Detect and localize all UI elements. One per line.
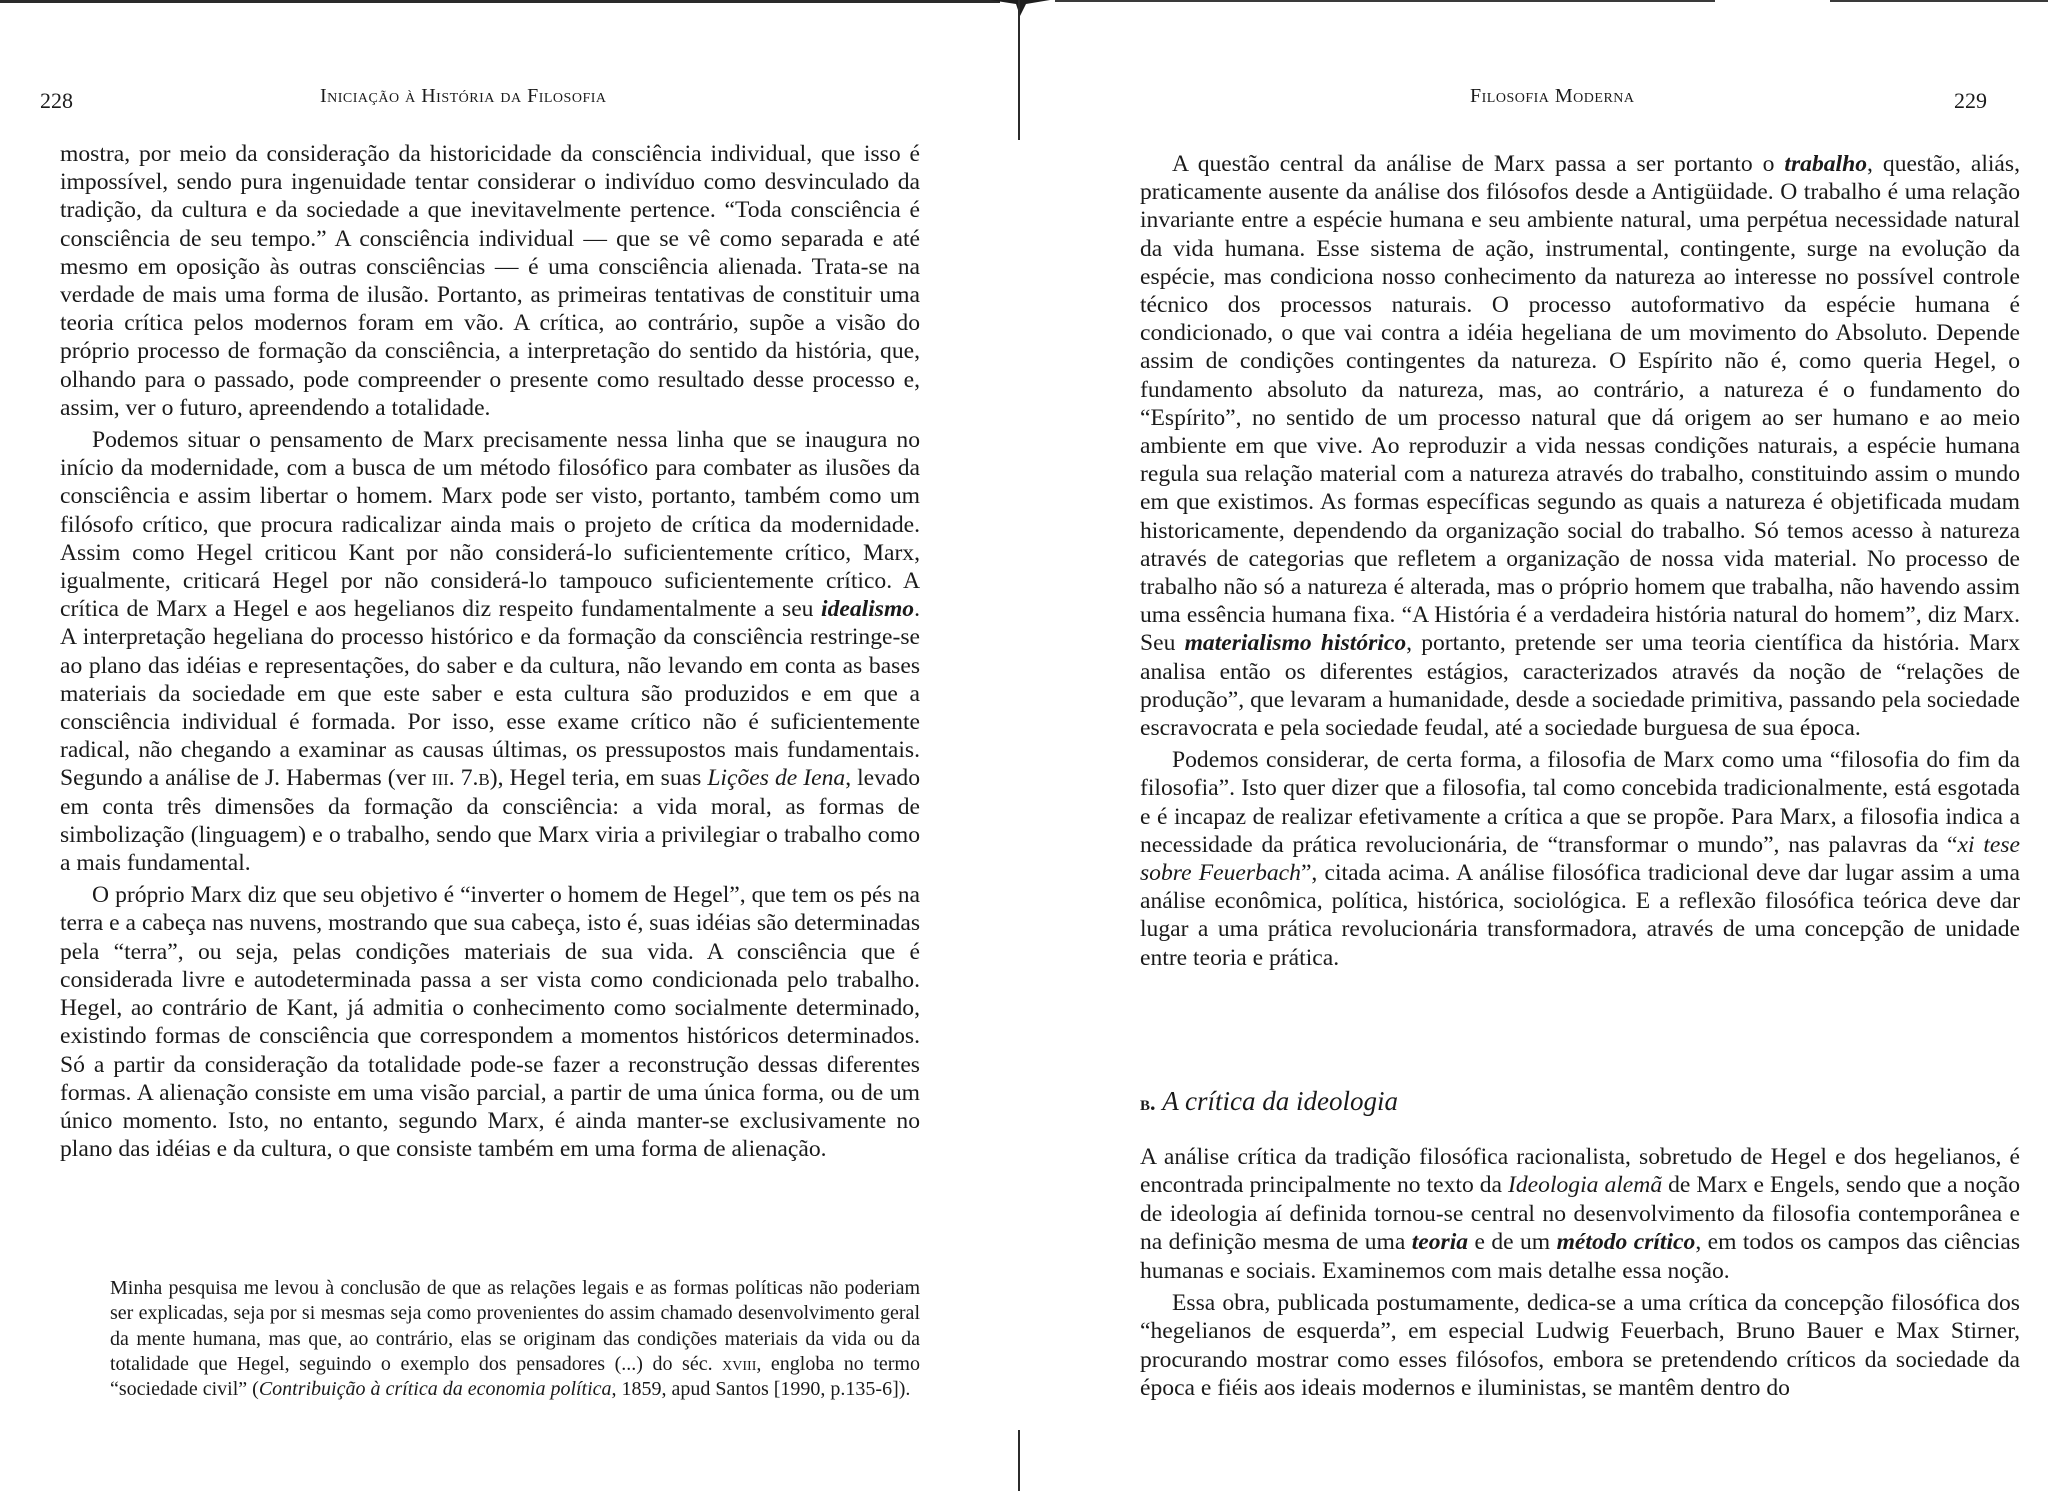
running-head-left: Iniciação à História da Filosofia (320, 85, 607, 107)
emphasis-idealismo: idealismo (821, 596, 915, 623)
section-heading (1140, 1086, 1398, 1117)
emphasis-trabalho: trabalho (1784, 151, 1868, 177)
emphasis-metodo-critico: método crítico (1556, 1229, 1696, 1256)
left-paragraph-2: Podemos situar o pensamento de Marx precisamente nessa linha que se inaugura no início da modernidade, com a busca de um método filosófico para combater as ilusões da consciência e assim libertar o homem. Marx pode ser visto, portanto, também como um filósofo crítico, que procura radicalizar ainda mais o projeto de crítica da modernidade. Assim como Hegel criticou Kant por não considerá-lo suficientemente crítico, Marx, igualmente, criticará Hegel por não considerá-lo tampouco suficientemente crítico. A crítica de Marx a Hegel e aos hegelianos diz respeito fundamentalmente a seu idealismo. A interpretação hegeliana do processo histórico e da formação da consciência restringe-se ao plano das idéias e representações, do saber e da cultura, não levando em conta as bases materiais da sociedade em que este saber e esta cultura são produzidos e em que a consciência individual é formada. Por isso, esse exame crítico não é suficientemente radical, não chegando a examinar as causas últimas, os pressupostos mais fundamentais. Segundo a análise de J. Habermas (ver iii. 7.b), Hegel teria, em suas Lições de Iena, levado em conta três dimensões da formação da consciência: a vida moral, as formas de simbolização (linguagem) e o trabalho, sendo que Marx viria a privilegiar o trabalho como a mais fundamental. (60, 427, 921, 877)
section-title: A crítica da ideologia (1162, 1086, 1398, 1116)
left-paragraph-1: mostra, por meio da consideração da historicidade da consciência individual, que isso é impossível, sendo pura ingenuidade tentar considerar o indivíduo como desvinculado da tradição, da cultura e da sociedade a que inevitavelmente pertence. “Toda consciência é consciência de seu tempo.” A consciência individual — que se vê como separada e até mesmo em oposição às outras consciências — é uma consciência alienada. Trata-se na verdade de mais uma forma de ilusão. Portanto, as primeiras tentativas de constituir uma teoria crítica pelos modernos foram em vão. A crítica, ao contrário, supõe a visão do próprio processo de formação da consciência, a interpretação do sentido da história, que, olhando para o passado, pode compreender o presente como resultado desse processo e, assim, ver o futuro, apreendendo a totalidade. (60, 141, 920, 421)
section-letter: b. (1140, 1090, 1156, 1115)
gutter-line-top (1018, 0, 1020, 140)
title-licoes-de-iena: Lições de Iena (707, 765, 846, 792)
section-body-text (1140, 1143, 2020, 1403)
emphasis-teoria: teoria (1411, 1229, 1469, 1256)
emphasis-materialismo-historico: materialismo histórico (1184, 630, 1407, 657)
page-number-right: 229 (1954, 88, 1987, 113)
running-head-right: Filosofia Moderna (1470, 85, 1635, 107)
left-page (0, 0, 1000, 1491)
title-xi-tese: xi tese sobre Feuerbach (1140, 831, 2021, 887)
right-paragraph-2: Podemos considerar, de certa forma, a filosofia de Marx como uma “filosofia do fim da filosofia”. Isto quer dizer que a filosofia, tal como concebida tradicionalmente, está esgotada e é incapaz de realizar efetivamente a crítica a que se propõe. Para Marx, a filosofia indica a necessidade da prática revolucionária, de “transformar o mundo”, nas palavras da “xi tese sobre Feuerbach”, citada acima. A análise filosófica tradicional deve dar lugar assim a uma análise econômica, política, histórica, sociológica. E a reflexão filosófica teórica deve dar lugar a uma prática revolucionária transformadora, através de uma concepção de unidade entre teoria e prática. (1140, 747, 2021, 971)
section-paragraph-1: A análise crítica da tradição filosófica racionalista, sobretudo de Hegel e dos hegelianos, é encontrada principalmente no texto da Ideologia alemã de Marx e Engels, sendo que a noção de ideologia aí definida tornou-se central no desenvolvimento da filosofia contemporânea e na definição mesma de uma teoria e de um método crítico, em todos os campos das ciências humanas e sociais. Examinemos com mais detalhe essa noção. (1140, 1144, 2021, 1284)
quote-source-title: Contribuição à crítica da economia política (258, 1378, 612, 1401)
right-body-text (1140, 146, 2020, 972)
right-paragraph-1: A questão central da análise de Marx passa a ser portanto o trabalho, questão, aliás, praticamente ausente da análise dos filósofos desde a Antigüidade. O trabalho é uma relação invariante entre a espécie humana e seu ambiente natural, uma perpétua necessidade natural da vida humana. Esse sistema de ação, instrumental, contingente, surge na evolução da espécie, mas condiciona nosso conhecimento da natureza ao interesse no possível controle técnico dos processos naturais. O processo autoformativo da espécie humana é condicionado, o que vai contra a idéia hegeliana de um movimento do Absoluto. Depende assim de condições contingentes da natureza. O Espírito não é, como queria Hegel, o fundamento absoluto da natureza, mas, ao contrário, a natureza é o fundamento do “Espírito”, no sentido de um processo natural que dá origem ao ser humano e ao meio ambiente em que vive. Ao reproduzir a vida nessas condições naturais, a espécie humana regula sua relação material com a natureza através do trabalho, constituindo assim o mundo em que existimos. As formas específicas segundo as quais a natureza é objetificada mudam historicamente, dependendo da organização social do trabalho. Só temos acesso à natureza através de categorias que refletem a organização de nossa vida material. No processo de trabalho não só a natureza é alterada, mas o próprio homem que trabalha, não havendo assim uma essência humana fixa. “A História é a verdadeira história natural do homem”, diz Marx. Seu materialismo histórico, portanto, pretende ser uma teoria científica da história. Marx analisa então os diferentes estágios, caracterizados através da noção de “relações de produção”, que levaram a humanidade, desde a sociedade primitiva, passando pela sociedade escravocrata e pela sociedade feudal, até a sociedade burguesa de sua época. (1140, 151, 2021, 742)
left-paragraph-3: O próprio Marx diz que seu objetivo é “inverter o homem de Hegel”, que tem os pés na terra e a cabeça nas nuvens, mostrando que sua cabeça, isto é, suas idéias são determinadas pela “terra”, ou seja, pelas condições materiais de sua vida. A consciência que é considerada livre e autodeterminada passa a ser vista como condicionada pelo trabalho. Hegel, ao contrário de Kant, já admitia o conhecimento como socialmente determinado, existindo formas de consciência que correspondem a momentos históricos determinados. Só a partir da consideração da totalidade pode-se fazer a reconstrução dessas diferentes formas. A alienação consiste em uma visão parcial, a partir de uma única forma, ou de um único momento. Isto, no entanto, segundo Marx, é ainda manter-se exclusivamente no plano das idéias e da cultura, o que consiste também em uma forma de alienação. (60, 882, 920, 1163)
right-page (1040, 0, 2048, 1491)
section-paragraph-2: Essa obra, publicada postumamente, dedica-se a uma crítica da concepção filosófica dos “hegelianos de esquerda”, em especial Ludwig Feuerbach, Bruno Bauer e Max Stirner, procurando mostrar como esses filósofos, embora se pretendendo críticos da sociedade da época e fiéis aos ideais modernos e iluministas, se mantêm dentro do (1140, 1290, 2020, 1402)
left-body-text (60, 140, 920, 1163)
page-number-left: 228 (40, 88, 73, 113)
title-ideologia-alema: Ideologia alemã (1508, 1172, 1663, 1199)
block-quote: Minha pesquisa me levou à conclusão de que as relações legais e as formas políticas não poderiam ser explicadas, seja por si mesmas seja como provenientes do assim chamado desenvolvimento geral da mente humana, mas que, ao contrário, elas se originam das condições materiais da vida ou da totalidade que Hegel, seguindo o exemplo dos pensadores (...) do séc. xviii, engloba no termo “sociedade civil” (Contribuição à crítica da economia política, 1859, apud Santos [1990, p.135-6]). (110, 1277, 920, 1401)
gutter-line-bottom (1018, 1430, 1020, 1491)
